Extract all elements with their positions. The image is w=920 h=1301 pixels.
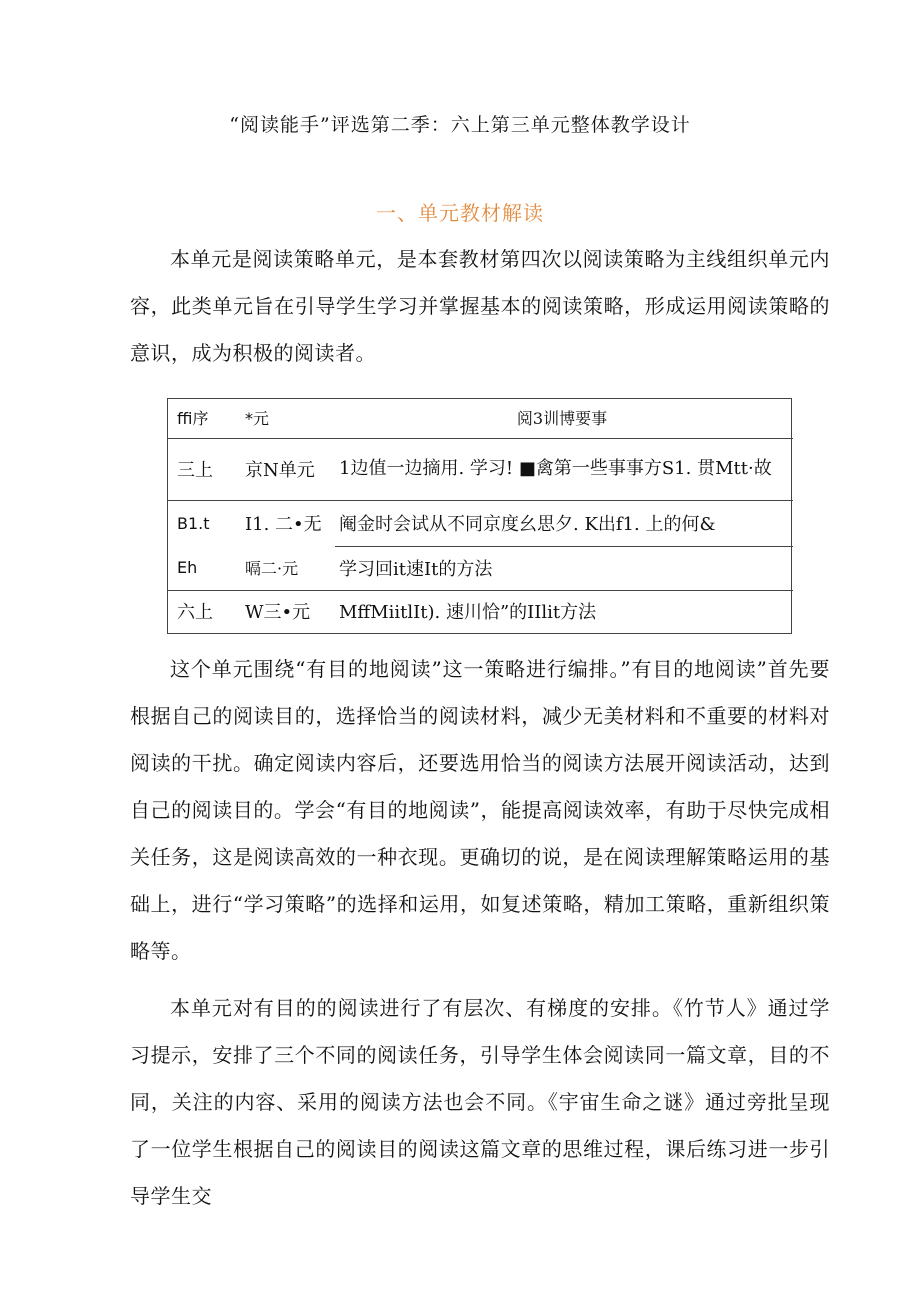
table-cell-grade: B1.t [177, 513, 210, 533]
section-heading: 一、单元教材解读 [376, 201, 544, 225]
table-row [167, 438, 793, 500]
table-cell-grade: Eh [177, 558, 198, 578]
table-cell-grade: 六上 [177, 602, 213, 624]
table-header-content: 阅3训博要事 [516, 409, 608, 429]
table-header-unit: *元 [245, 409, 270, 429]
table-cell-content: 学习回it速It的方法 [339, 559, 493, 580]
table-cell-content: 阉金时会试从不同京度幺思夕. K出f1. 上的何& [335, 500, 793, 546]
table-cell-unit: 嗝二·元 [245, 559, 299, 579]
table-header-grade: ffi序 [177, 409, 209, 429]
paragraph-arrangement: 本单元对有目的的阅读进行了有层次、有梯度的安排。《竹节人》通过学习提示，安排了三个不同的阅读任务，引导学生体会阅读同一篇文章，目的不同，关注的内容、采用的阅读方法也会不同。《宇宙生命之谜》通过旁批呈现了一位学生根据自己的阅读目的阅读这篇文章的思维过程，课后练习进一步引导学生交 [130, 996, 830, 1208]
table-row [167, 500, 793, 546]
table-row [167, 590, 793, 632]
paragraph-intro: 本单元是阅读策略单元，是本套教材第四次以阅读策略为主线组织单元内容，此类单元旨在引导学生学习并掌握基本的阅读策略，形成运用阅读策略的意识，成为积极的阅读者。 [130, 247, 830, 365]
paragraph-strategy: 这个单元围绕“有目的地阅读”这一策略进行编排。”有目的地阅读”首先要根据自己的阅读目的，选择恰当的阅读材料，减少无美材料和不重要的材料对阅读的干扰。确定阅读内容后，还要选用恰当的阅读方法展开阅读活动，达到自己的阅读目的。学会“有目的地阅读”，能提高阅读效率，有助于尽快完成相关任务，这是阅读高效的一种衣现。更确切的说，是在阅读理解策略运用的基础上，进行“学习策略”的选择和运用，如复述策略，精加工策略，重新组织策略等。 [130, 657, 830, 963]
table-cell-unit: I1. 二•无 [245, 514, 322, 536]
table-cell-content: 1边值一边摘用. 学习! ■禽第一些事事方S1. 贯Mtt·故 [339, 458, 772, 479]
table-cell-unit: W三•元 [245, 602, 311, 624]
table-row [167, 546, 793, 590]
table-cell-unit: 京N单元 [245, 460, 315, 481]
table-cell-grade: 三上 [177, 460, 213, 481]
reading-strategy-table [167, 398, 793, 632]
document-title: “阅读能手”评选第二季：六上第三单元整体教学设计 [229, 114, 691, 136]
table-cell-content: MffMiitlIt). 速川恰”的IIlit方法 [339, 602, 597, 624]
table-header-row [167, 398, 793, 438]
